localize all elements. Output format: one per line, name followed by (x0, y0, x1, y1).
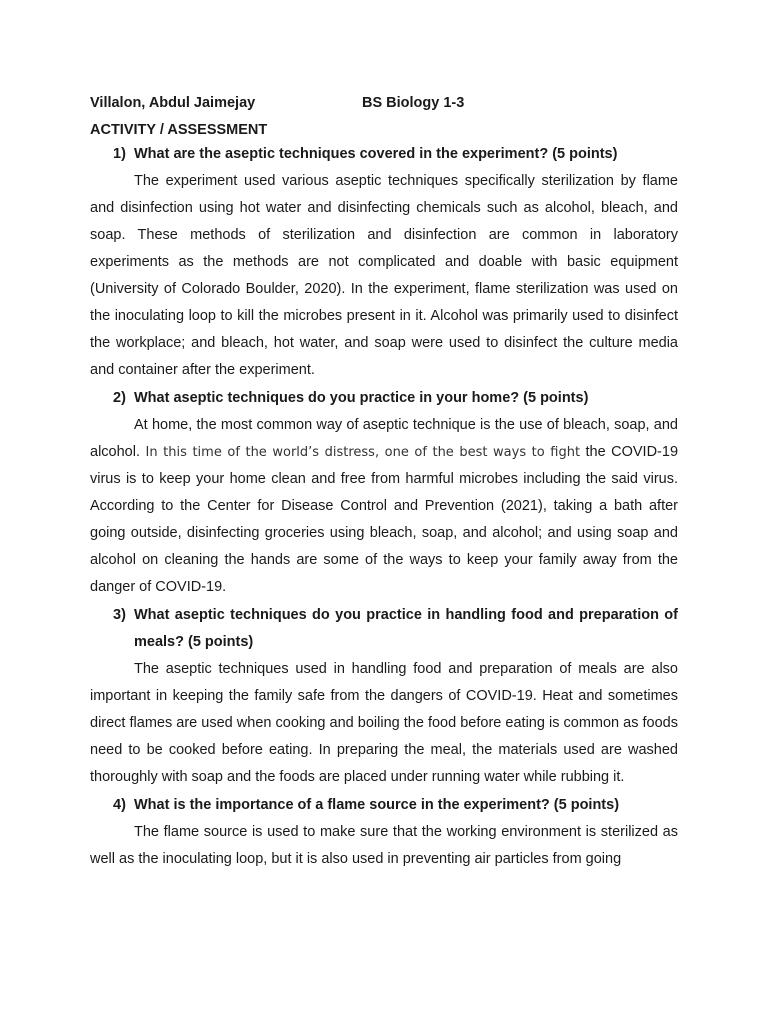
question-text: What aseptic techniques do you practice in handling food and preparation of meals? (5 points) (134, 607, 678, 650)
answer-2-part-3: the COVID-19 virus is to keep your home clean and free from harmful microbes including the said virus. According to the Center for Disease Control and Prevention (2021), taking a bath after going outside, disinfecting groceries using bleach, soap, and alcohol; and using soap and alcohol on cleaning the hands are some of the ways to keep your family away from the danger of COVID-19. (90, 444, 679, 595)
answer-3: The aseptic techniques used in handling food and preparation of meals are also important in keeping the family safe from the dangers of COVID-19. Heat and sometimes direct flames are used when cooking and boiling the food before eating is common as foods need to be cooked before eating. In preparing the meal, the materials used are washed thoroughly with soap and the foods are placed under running water while rubbing it. (90, 661, 678, 785)
question-1 (90, 141, 678, 168)
question-4 (90, 792, 678, 819)
question-2 (90, 385, 678, 412)
document-page (90, 93, 678, 873)
question-text: What is the importance of a flame source in the experiment? (5 points) (134, 797, 620, 813)
question-3 (90, 602, 678, 656)
answer-4: The flame source is used to make sure that the working environment is sterilized as well as the inoculating loop, but it is also used in preventing air particles from going (90, 824, 678, 867)
answer-2 (90, 412, 678, 601)
student-name: Villalon, Abdul Jaimejay (90, 95, 256, 111)
question-text: What aseptic techniques do you practice in your home? (5 points) (134, 390, 589, 406)
question-number: 1) (113, 146, 126, 162)
answer-2-part-2: In this time of the world’s distress, one of the best ways to fight (139, 445, 581, 460)
student-header (90, 93, 678, 113)
document-title: ACTIVITY / ASSESSMENT (90, 122, 268, 138)
question-number: 3) (113, 607, 126, 623)
question-text: What are the aseptic techniques covered in the experiment? (5 points) (134, 146, 618, 162)
course-section: BS Biology 1-3 (362, 95, 465, 111)
question-number: 4) (113, 797, 126, 813)
question-number: 2) (113, 390, 126, 406)
answer-1: The experiment used various aseptic techniques specifically sterilization by flame and disinfection using hot water and disinfecting chemicals such as alcohol, bleach, and soap. These methods of sterilization and disinfection are common in laboratory experiments as the methods are not complicated and doable with basic equipment (University of Colorado Boulder, 2020). In the experiment, flame sterilization was used on the inoculating loop to kill the microbes present in it. Alcohol was primarily used to disinfect the workplace; and bleach, hot water, and soap were used to disinfect the culture media and container after the experiment. (90, 173, 678, 378)
answer-2-part-1: At home, the most common way of aseptic technique is the use of bleach, soap, and alcohol. (90, 417, 678, 460)
